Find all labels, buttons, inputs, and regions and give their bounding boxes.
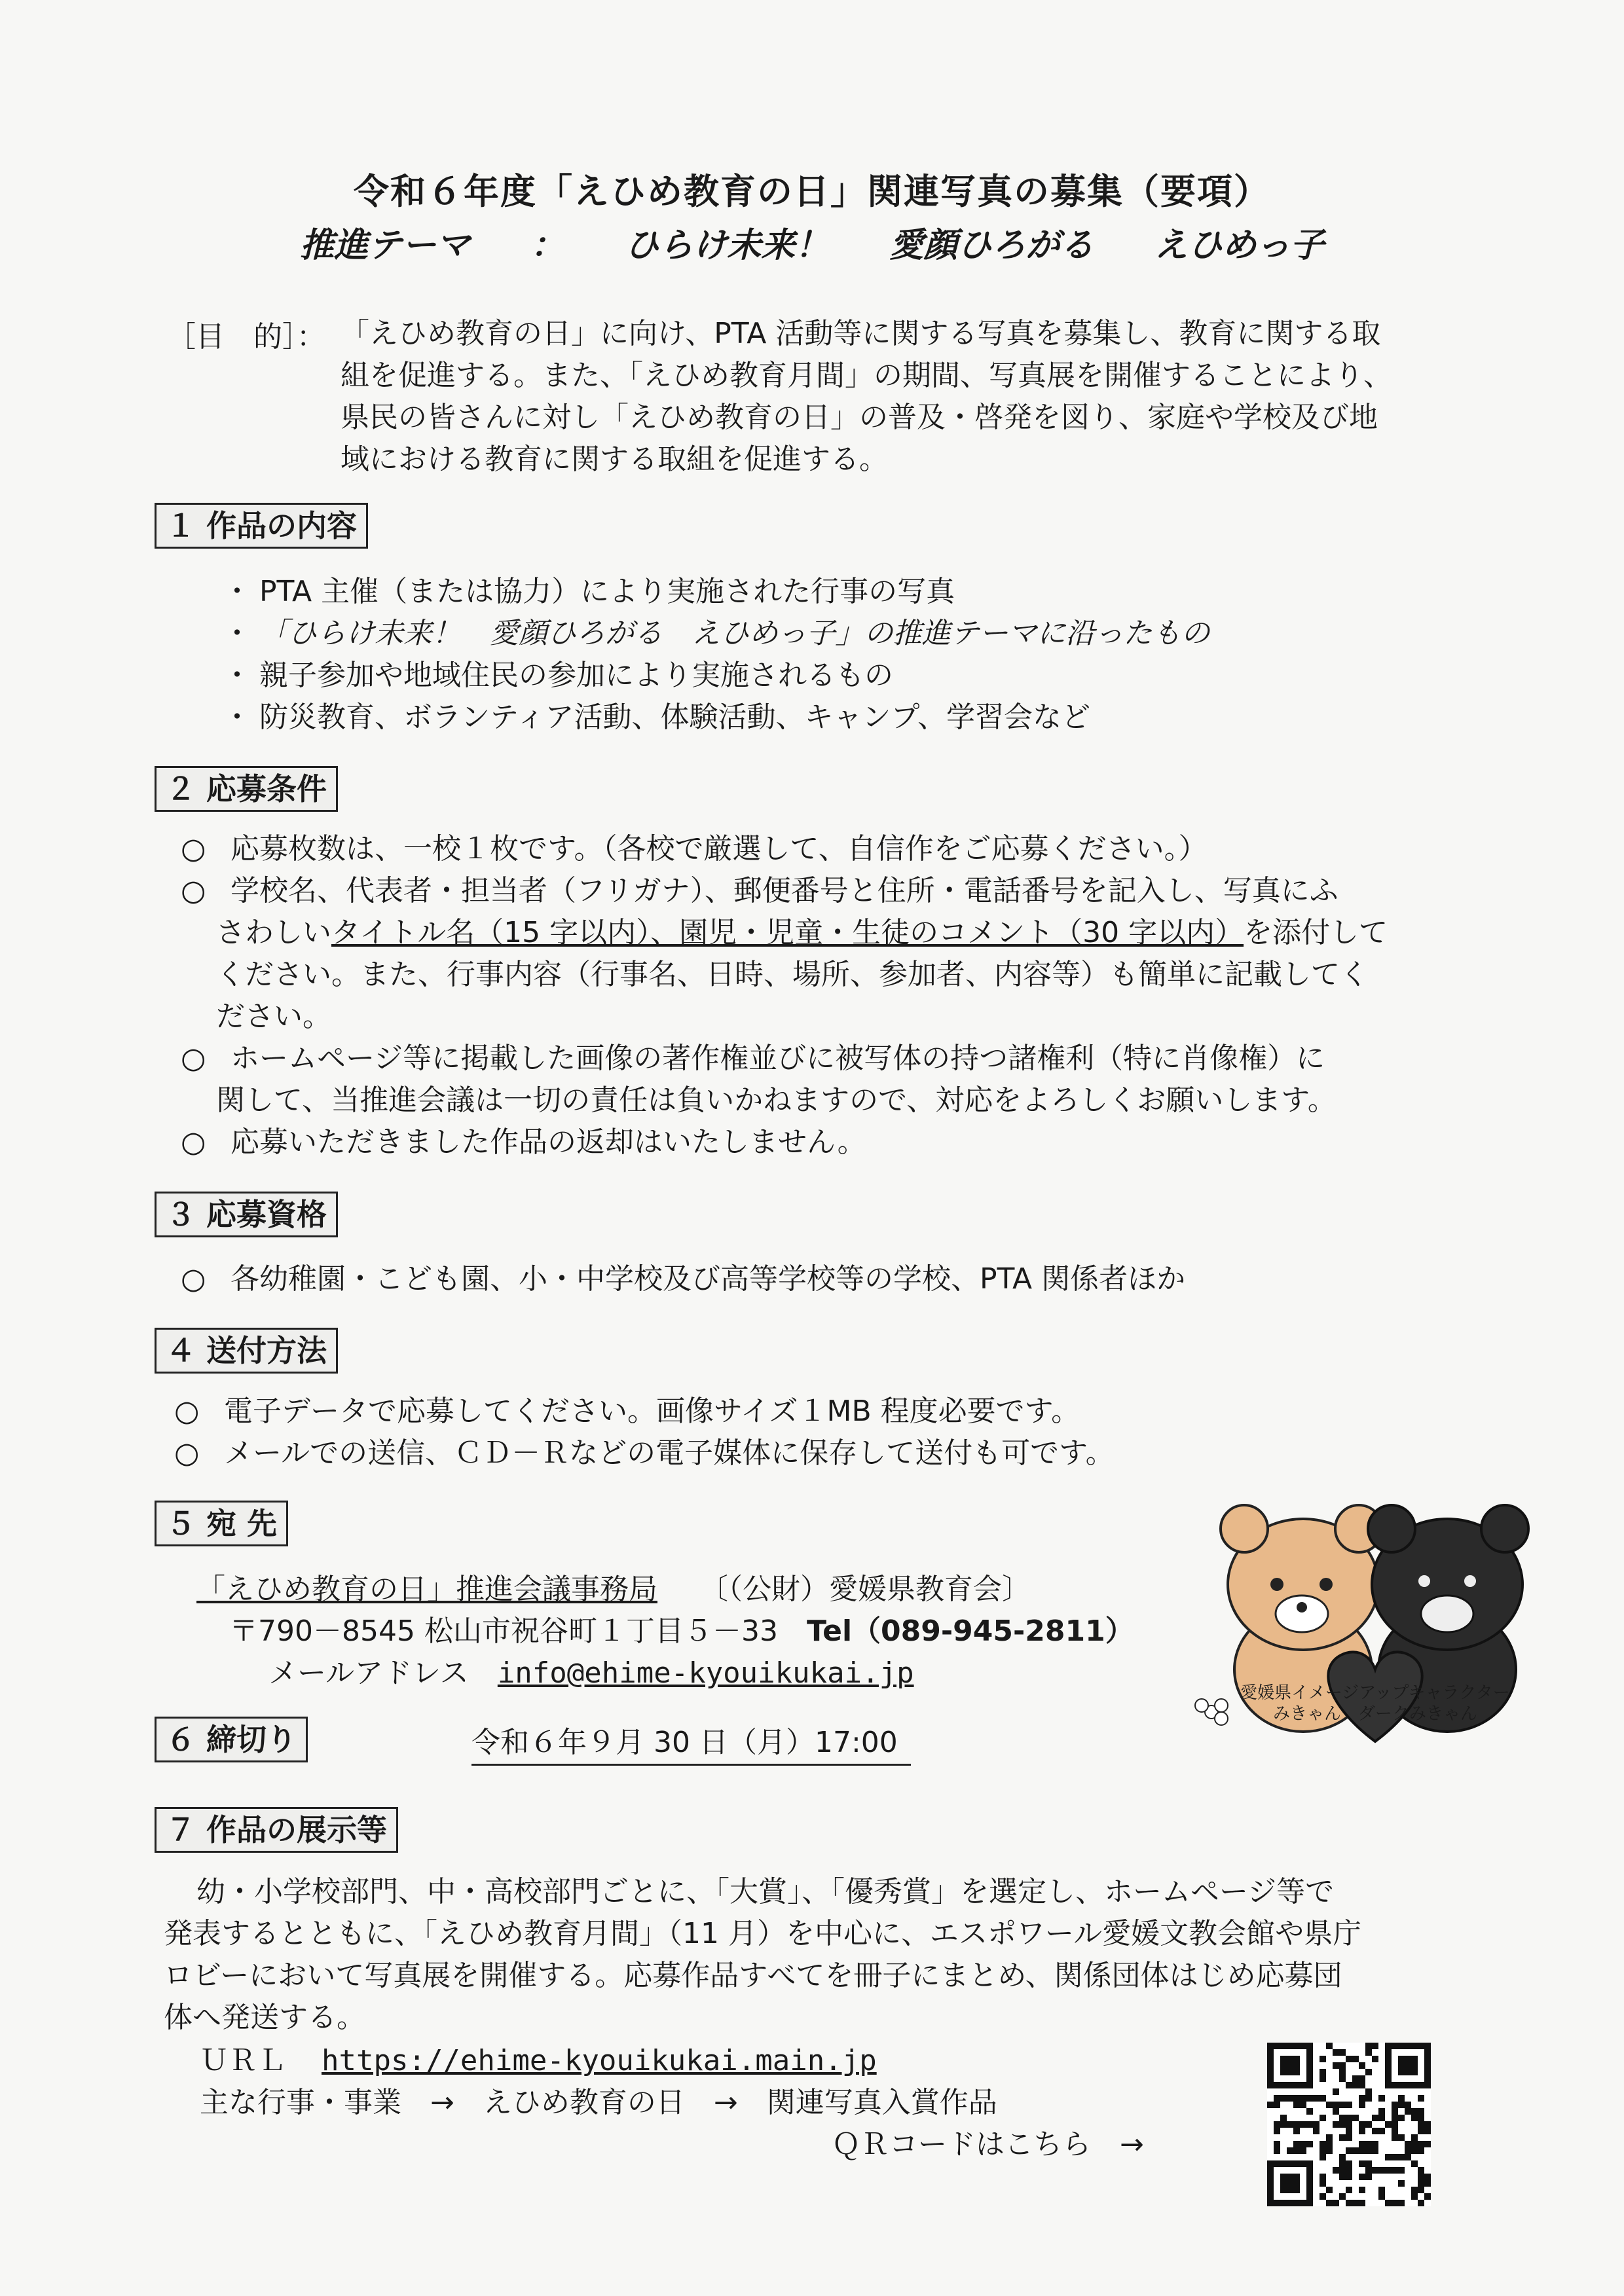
office-org: 〔（公財）愛媛県教育会〕 — [699, 1573, 1031, 1606]
deadline: 令和６年９月 30 日（月）17:00 — [471, 1722, 911, 1766]
section-header-4: ４ 送付方法 — [155, 1328, 338, 1374]
section-1-list — [223, 571, 1210, 738]
list-item: ○ 各幼稚園・こども園、小・中学校及び高等学校等の学校、PTA 関係者ほか — [181, 1262, 1186, 1296]
list-item-continued: さわしいタイトル名（15 字以内）、園児・児童・生徒のコメント（30 字以内）を添付して — [216, 916, 1388, 949]
url-row — [200, 2040, 877, 2082]
address-block — [196, 1569, 1134, 1694]
theme-part-2: 愛顔ひろがる — [889, 226, 1094, 265]
list-item: ・ PTA 主催（または協力）により実施された行事の写真 — [223, 575, 955, 608]
list-item: ・ 防災教育、ボランティア活動、体験活動、キャンプ、学習会など — [223, 701, 1090, 734]
theme-label: 推進テーマ — [300, 226, 471, 265]
mascot-illustration — [1192, 1473, 1559, 1774]
qr-pointer-text: ＱＲコードはこちら → — [832, 2128, 1144, 2161]
purpose-text — [341, 313, 1519, 481]
purpose-line: 域における教育に関する取組を促進する。 — [341, 443, 888, 476]
mascot-caption: 愛媛県イメージアップキャラクター みきゃん ダークみきゃん — [1240, 1683, 1510, 1724]
section-header-2: ２ 応募条件 — [155, 766, 338, 812]
section-header-1: １ 作品の内容 — [155, 503, 368, 549]
office-name: 「えひめ教育の日」推進会議事務局 — [196, 1573, 657, 1606]
url-label: ＵＲＬ — [200, 2044, 286, 2077]
list-item-continued: ください。また、行事内容（行事名、日時、場所、参加者、内容等）も簡単に記載してく — [216, 958, 1369, 991]
purpose-line: 県民の皆さんに対し「えひめ教育の日」の普及・啓発を図り、家庭や学校及び地 — [341, 401, 1378, 434]
navigation-path: 主な行事・事業 → えひめ教育の日 → 関連写真入賞作品 — [200, 2086, 997, 2119]
exhibition-text: 幼・小学校部門、中・高校部門ごとに、「大賞」、「優秀賞」を選定し、ホームページ等で 発表するとともに、「えひめ教育月間」（11 月）を中心に、エスポワール愛媛文教会館や県庁 ロビーにおいて写真展を開催する。応募作品すべてを冊子にまとめ、関係団体はじめ応募団 体へ発送する。 — [164, 1875, 1362, 2034]
purpose-line: 組を促進する。また、「えひめ教育月間」の期間、写真展を開催することにより、 — [341, 359, 1392, 392]
theme-part-3: えひめっ子 — [1154, 226, 1324, 265]
list-item: ・ 「ひらけ未来！ 愛顔ひろがる えひめっ子」の推進テーマに沿ったもの — [223, 617, 1210, 650]
list-item-continued: 関して、当推進会議は一切の責任は負いかねますので、対応をよろしくお願いします。 — [216, 1084, 1337, 1117]
postal-address: 〒790－8545 松山市祝谷町１丁目５－33 — [229, 1614, 778, 1648]
list-item: ○ 学校名、代表者・担当者（フリガナ）、郵便番号と住所・電話番号を記入し、写真にふ — [181, 874, 1338, 907]
section-4-list — [174, 1391, 1115, 1474]
qr-code-icon[interactable] — [1267, 2043, 1431, 2206]
list-item: ・ 親子参加や地域住民の参加により実施されるもの — [223, 659, 893, 692]
mail-link[interactable]: info@ehime-kyouikukai.jp — [497, 1656, 914, 1690]
list-item: ○ 応募いただきました作品の返却はいたしません。 — [181, 1125, 866, 1159]
theme-separator: ： — [530, 226, 565, 265]
section-header-6: ６ 締切り — [155, 1717, 308, 1762]
arrow-right-icon: → — [430, 2086, 454, 2119]
page-title: 令和６年度「えひめ教育の日」関連写真の募集（要項） — [354, 171, 1270, 212]
website-link[interactable]: https://ehime-kyouikukai.main.jp — [322, 2044, 877, 2077]
section-header-5: ５ 宛 先 — [155, 1501, 288, 1546]
arrow-right-icon: → — [713, 2086, 738, 2119]
list-item: ○ 電子データで応募してください。画像サイズ１MB 程度必要です。 — [174, 1394, 1080, 1428]
mail-label: メールアドレス — [268, 1656, 469, 1690]
title-comment-requirement: タイトル名（15 字以内）、園児・児童・生徒のコメント（30 字以内） — [331, 916, 1244, 949]
list-item: ○ ホームページ等に掲載した画像の著作権並びに被写体の持つ諸権利（特に肖像権）に — [181, 1042, 1325, 1075]
theme-part-1: ひらけ未来！ — [625, 226, 830, 265]
list-item-continued: ださい。 — [216, 1000, 331, 1033]
section-3-list — [181, 1258, 1185, 1300]
purpose-line: 「えひめ教育の日」に向け、PTA 活動等に関する写真を募集し、教育に関する取 — [341, 317, 1381, 350]
list-item: ○ メールでの送信、ＣＤ－Ｒなどの電子媒体に保存して送付も可です。 — [174, 1436, 1115, 1470]
section-header-7: ７ 作品の展示等 — [155, 1807, 398, 1853]
page-subtitle — [0, 217, 1624, 266]
list-item: ○ 応募枚数は、一校１枚です。（各校で厳選して、自信作をご応募ください。） — [181, 832, 1208, 866]
section-2-list — [181, 828, 1388, 1163]
section-header-3: ３ 応募資格 — [155, 1192, 338, 1237]
telephone: Tel（089-945-2811） — [806, 1614, 1134, 1648]
purpose-label: ［目 的］： — [167, 320, 325, 354]
